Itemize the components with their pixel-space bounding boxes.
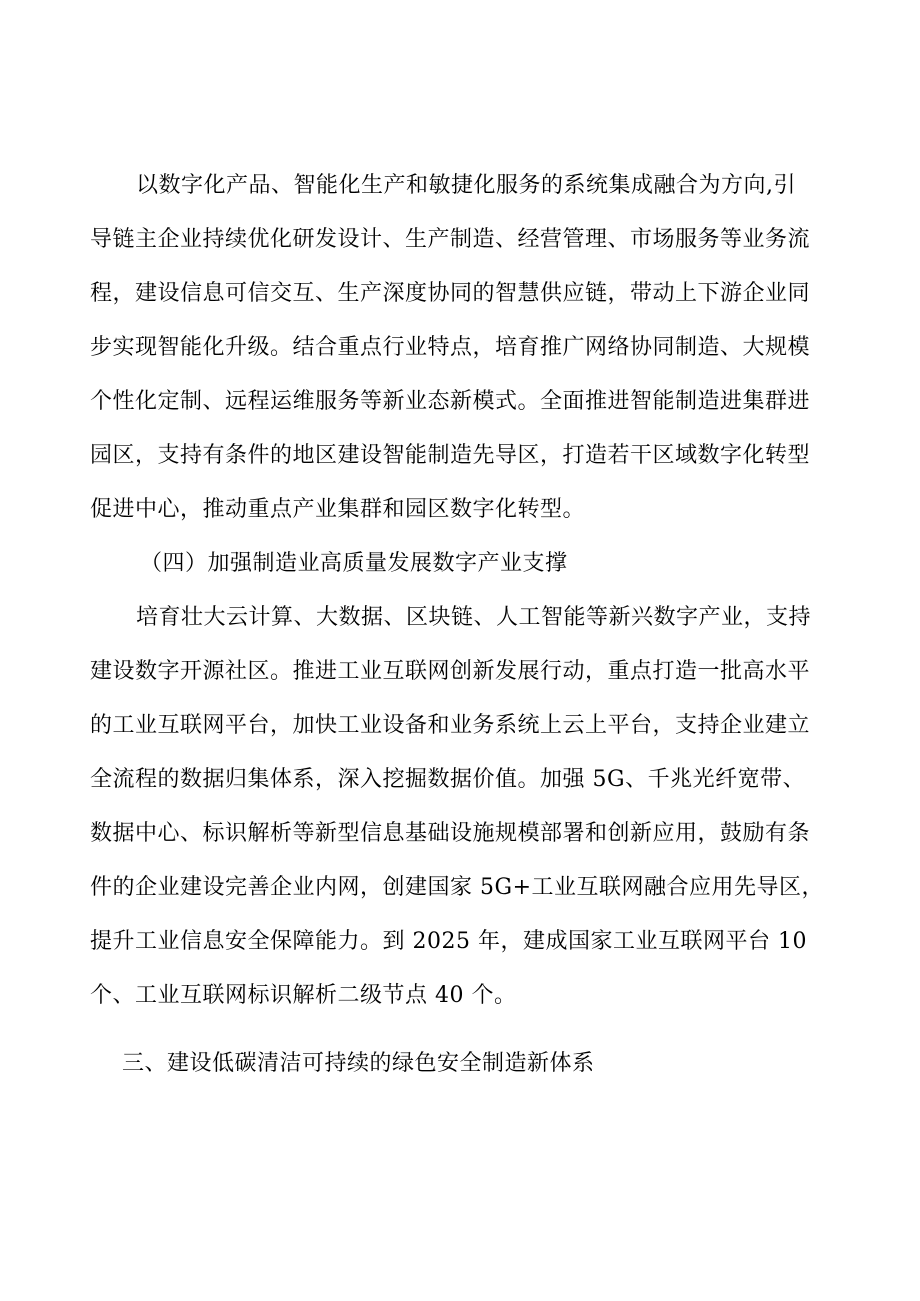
chapter-heading: 三、建设低碳清洁可持续的绿色安全制造新体系 <box>122 1051 595 1076</box>
paragraph-2-line: 的工业互联网平台，加快工业设备和业务系统上云上平台，支持企业建立 <box>90 713 811 738</box>
paragraph-2-line: 个、工业互联网标识解析二级节点 40 个。 <box>90 983 517 1008</box>
paragraph-2-line: 建设数字开源社区。推进工业互联网创新发展行动，重点打造一批高水平 <box>90 659 811 684</box>
paragraph-1-line: 促进中心，推动重点产业集群和园区数字化转型。 <box>90 497 586 522</box>
section-heading: （四）加强制造业高质量发展数字产业支撑 <box>140 551 568 576</box>
paragraph-1-line: 以数字化产品、智能化生产和敏捷化服务的系统集成融合为方向,引 <box>136 173 796 198</box>
paragraph-1-line: 程，建设信息可信交互、生产深度协同的智慧供应链，带动上下游企业同 <box>90 281 811 306</box>
paragraph-2-line: 提升工业信息安全保障能力。到 2025 年，建成国家工业互联网平台 10 <box>90 929 807 954</box>
paragraph-2-line: 件的企业建设完善企业内网，创建国家 5G+工业互联网融合应用先导区， <box>90 875 825 900</box>
paragraph-1-line: 个性化定制、远程运维服务等新业态新模式。全面推进智能制造进集群进 <box>90 389 811 414</box>
paragraph-1-line: 导链主企业持续优化研发设计、生产制造、经营管理、市场服务等业务流 <box>90 227 811 252</box>
paragraph-1-line: 园区，支持有条件的地区建设智能制造先导区，打造若干区域数字化转型 <box>90 443 811 468</box>
paragraph-1-line: 步实现智能化升级。结合重点行业特点，培育推广网络协同制造、大规模 <box>90 335 811 360</box>
paragraph-2-line: 数据中心、标识解析等新型信息基础设施规模部署和创新应用，鼓励有条 <box>90 821 811 846</box>
paragraph-2-line: 培育壮大云计算、大数据、区块链、人工智能等新兴数字产业，支持 <box>136 605 812 630</box>
paragraph-2-line: 全流程的数据归集体系，深入挖掘数据价值。加强 5G、千兆光纤宽带、 <box>90 767 806 792</box>
